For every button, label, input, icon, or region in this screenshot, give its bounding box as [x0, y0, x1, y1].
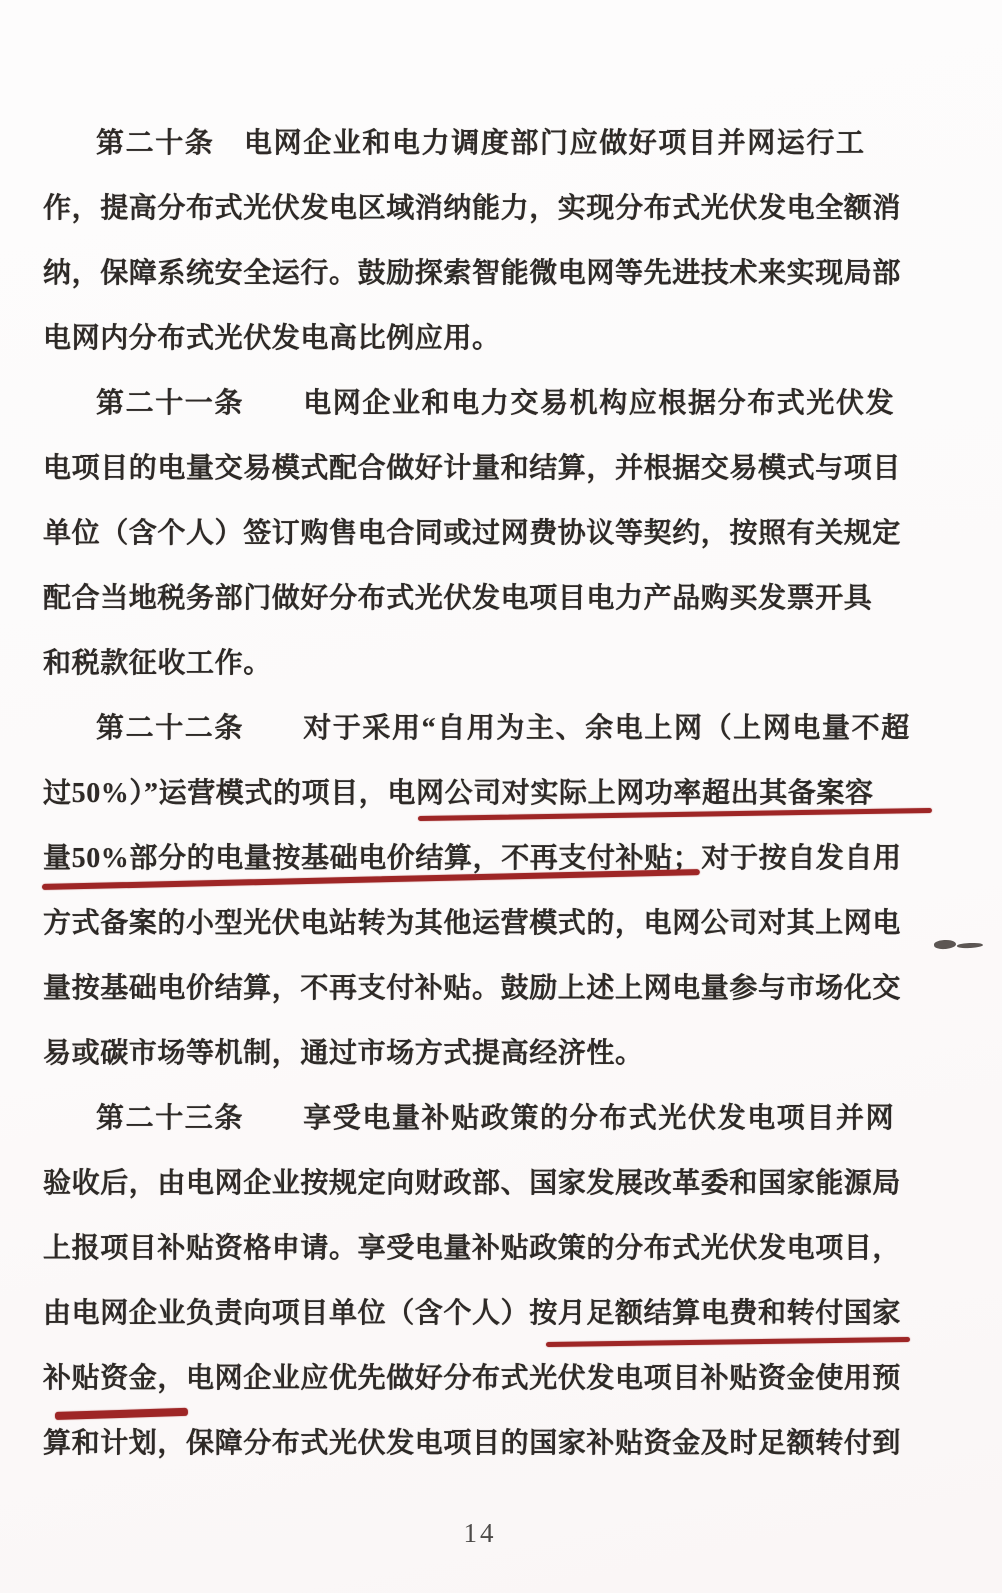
text-line-article-22-4: 方式备案的小型光伏电站转为其他运营模式的，电网公司对其上网电	[43, 908, 902, 939]
text-line-article-22-2: 过50%）”运营模式的项目，电网公司对实际上网功率超出其备案容	[43, 778, 874, 809]
text-line-article-22-3: 量50%部分的电量按基础电价结算，不再支付补贴；对于按自发自用	[43, 843, 902, 874]
text-line-article-23-1: 第二十三条 享受电量补贴政策的分布式光伏发电项目并网	[96, 1103, 896, 1134]
text-line-article-23-4: 由电网企业负责向项目单位（含个人）按月足额结算电费和转付国家	[43, 1298, 902, 1329]
text-line-article-23-5: 补贴资金，电网企业应优先做好分布式光伏发电项目补贴资金使用预	[43, 1363, 902, 1394]
text-line-article-21-5: 和税款征收工作。	[43, 648, 272, 679]
text-line-article-21-2: 电项目的电量交易模式配合做好计量和结算，并根据交易模式与项目	[43, 453, 902, 484]
text-line-article-20-3: 纳，保障系统安全运行。鼓励探索智能微电网等先进技术来实现局部	[43, 258, 902, 289]
text-line-article-20-1: 第二十条 电网企业和电力调度部门应做好项目并网运行工	[96, 128, 866, 159]
text-line-article-21-4: 配合当地税务部门做好分布式光伏发电项目电力产品购买发票开具	[43, 583, 873, 614]
page-number: 14	[463, 1518, 497, 1548]
text-line-article-22-5: 量按基础电价结算，不再支付补贴。鼓励上述上网电量参与市场化交	[43, 973, 902, 1004]
text-line-article-23-2: 验收后，由电网企业按规定向财政部、国家发展改革委和国家能源局	[43, 1168, 902, 1199]
text-line-article-23-6: 算和计划，保障分布式光伏发电项目的国家补贴资金及时足额转付到	[43, 1428, 902, 1459]
text-line-article-20-2: 作，提高分布式光伏发电区域消纳能力，实现分布式光伏发电全额消	[43, 193, 902, 224]
text-line-article-21-3: 单位（含个人）签订购售电合同或过网费协议等契约，按照有关规定	[43, 518, 902, 549]
text-line-article-23-3: 上报项目补贴资格申请。享受电量补贴政策的分布式光伏发电项目，	[43, 1233, 902, 1264]
text-line-article-22-1: 第二十二条 对于采用“自用为主、余电上网（上网电量不超	[96, 713, 911, 744]
text-line-article-22-6: 易或碳市场等机制，通过市场方式提高经济性。	[43, 1038, 644, 1069]
text-line-article-20-4: 电网内分布式光伏发电高比例应用。	[43, 323, 501, 354]
text-line-article-21-1: 第二十一条 电网企业和电力交易机构应根据分布式光伏发	[96, 388, 896, 419]
